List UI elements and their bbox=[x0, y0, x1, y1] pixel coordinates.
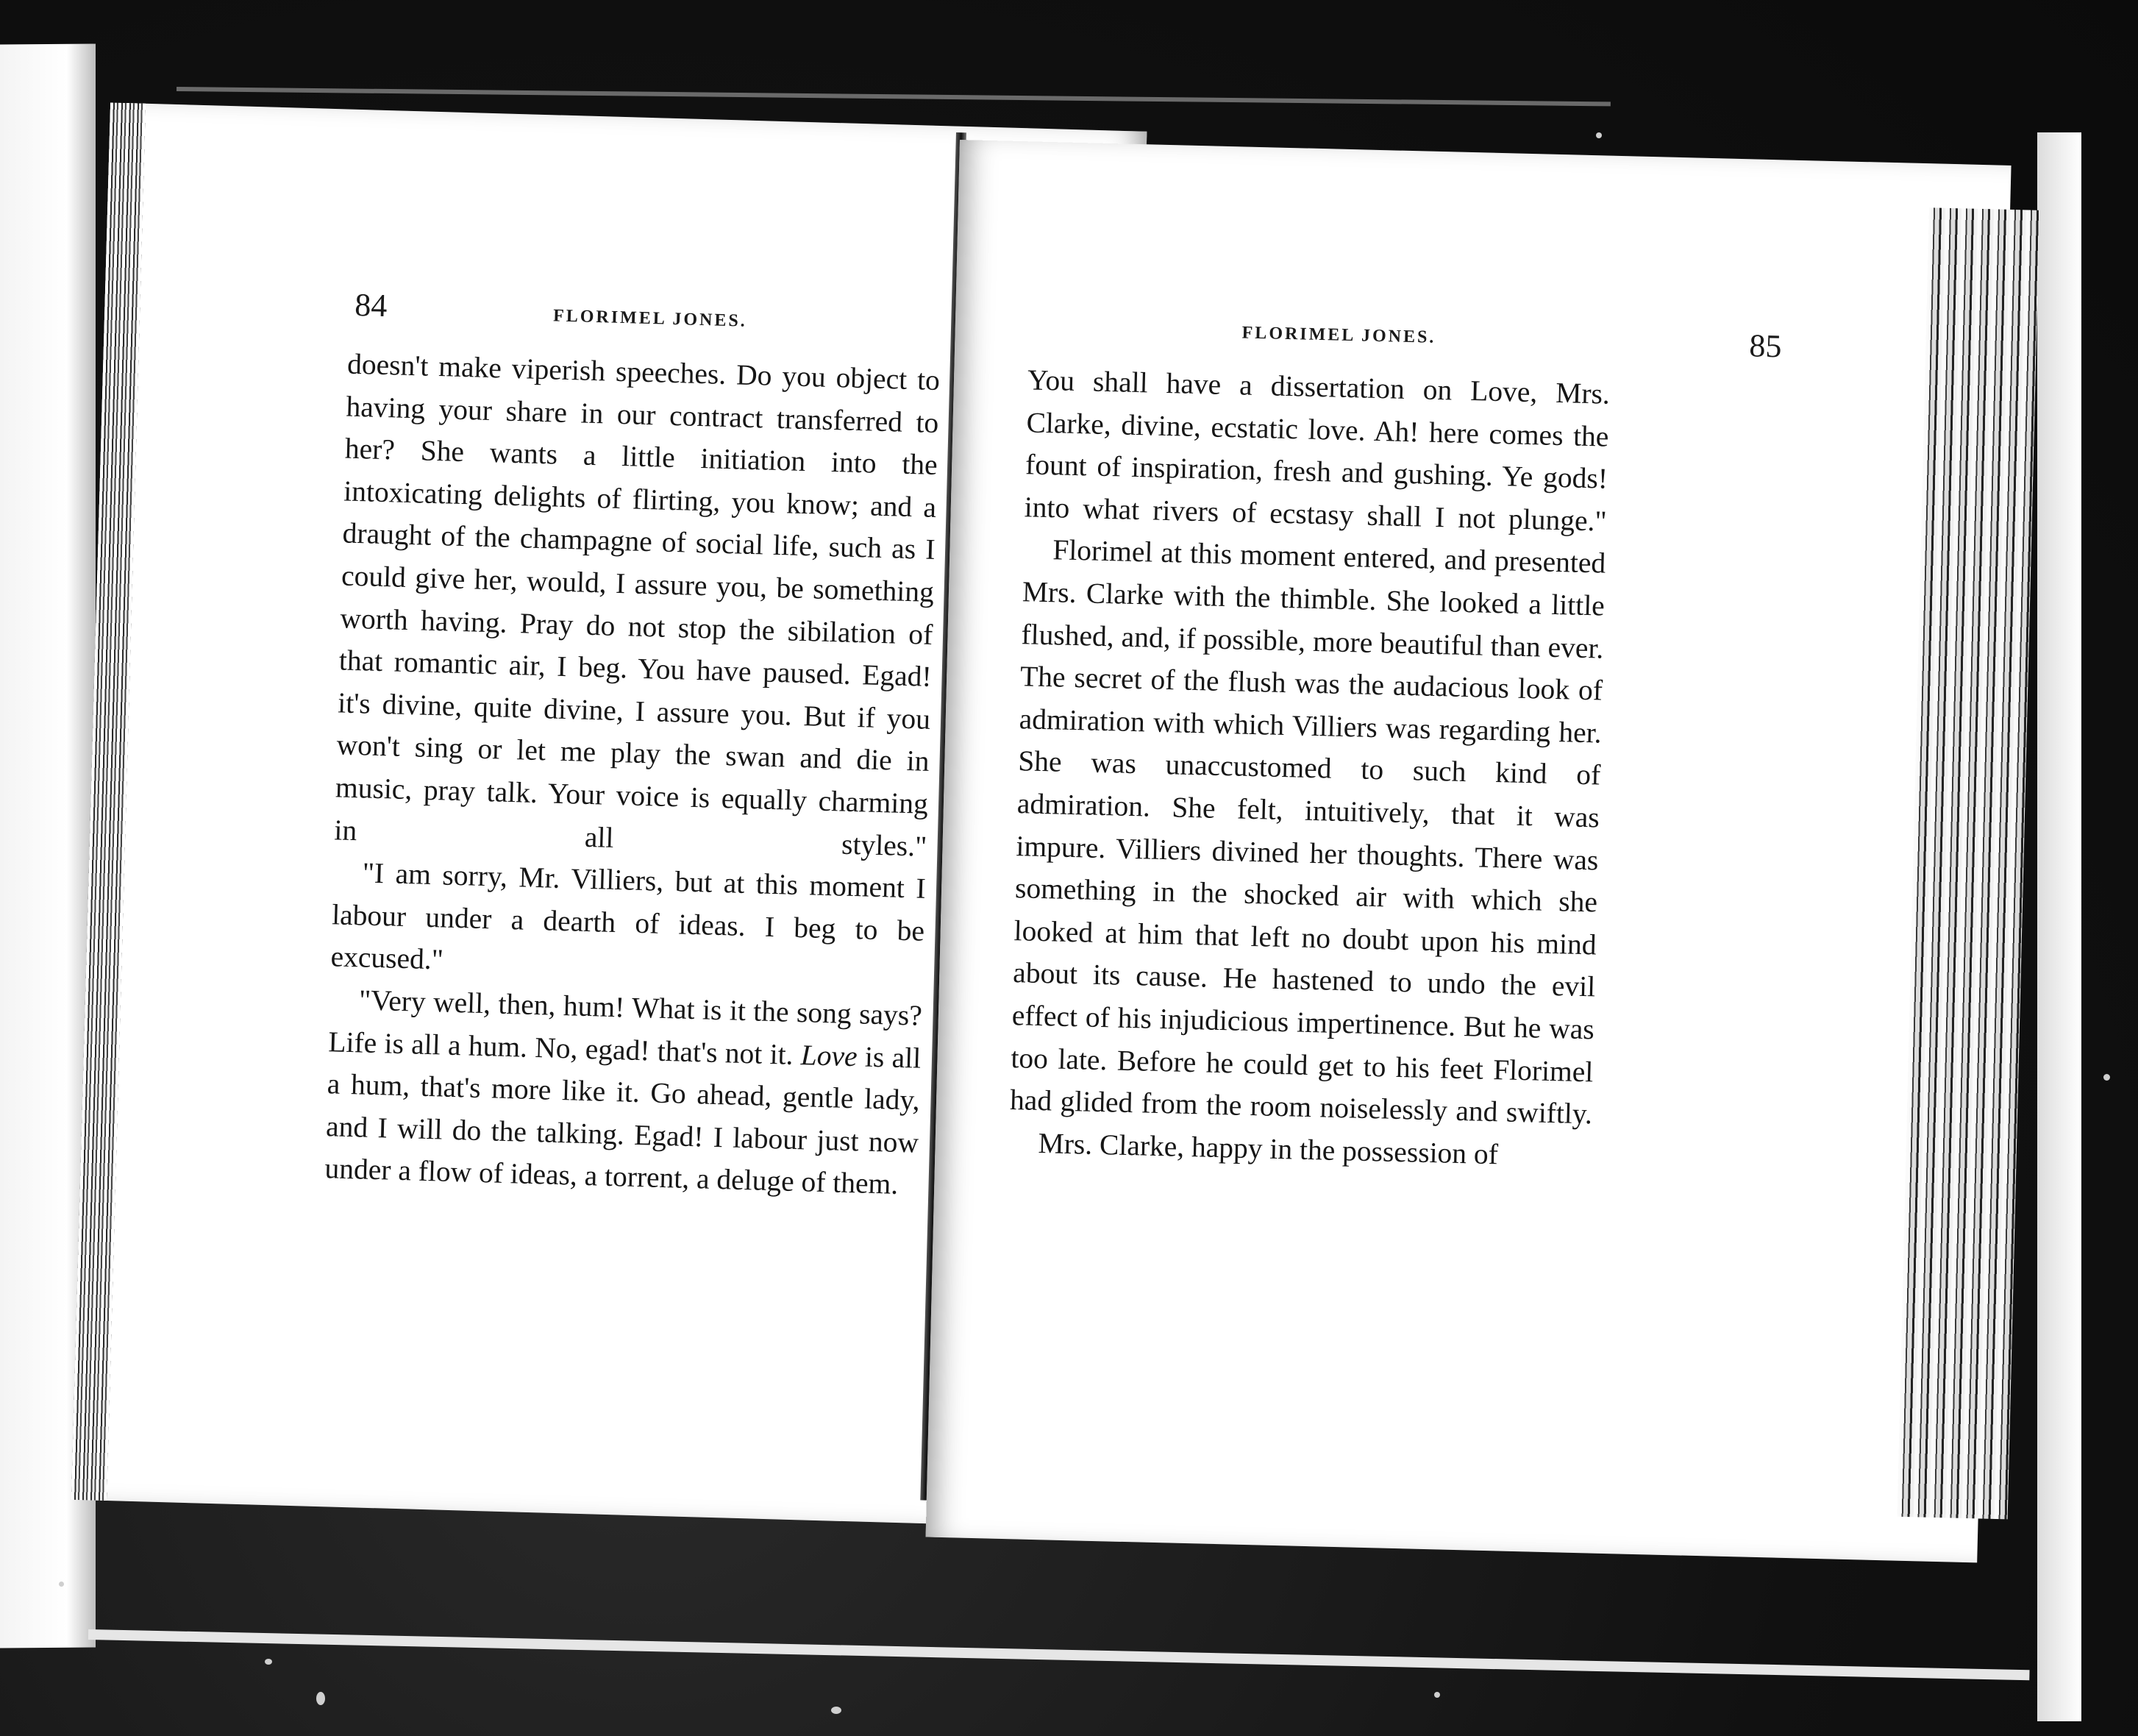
paragraph: Mrs. Clarke, happy in the possession of bbox=[1038, 1126, 1499, 1170]
right-page-text bbox=[1008, 359, 1610, 1178]
paragraph: You shall have a dissertation on Love, Mrs. Clarke, divine, ecstatic love. Ah! here comes the fount of inspiration, fresh and gushing. Ye gods! into what rivers of ecstasy shall I not plunge." bbox=[1024, 363, 1611, 538]
open-book bbox=[110, 103, 1993, 1559]
page-number: 85 bbox=[1748, 327, 1783, 365]
right-page bbox=[926, 140, 2011, 1562]
page-number: 84 bbox=[354, 286, 388, 324]
paragraph: doesn't make viperish speeches. Do you object to having your share in our contract transferred to her? She wants a little initiation into the intoxicating delights of flirting, you know; and a draught of the champagne of social life, such as I could give her, would, I assure you, be something worth having. Pray do not stop the sibilation of that romantic air, I beg. You have paused. Egad! it's divine, quite divine, I assure you. But if you won't sing or let me play the swan and die in music, pray talk. Your voice is equally charming in all styles." bbox=[333, 347, 941, 863]
paragraph: "I am sorry, Mr. Villiers, but at this moment I labour under a dearth of ideas. I beg to be excused." bbox=[330, 856, 927, 976]
film-right-strip bbox=[2037, 132, 2081, 1721]
paragraph bbox=[324, 978, 923, 1206]
film-speck bbox=[1434, 1692, 1440, 1698]
film-speck bbox=[2103, 1074, 2110, 1081]
right-page-fore-edge bbox=[1898, 207, 2039, 1519]
running-head: FLORIMEL JONES. bbox=[552, 306, 748, 331]
film-speck bbox=[316, 1692, 325, 1705]
film-speck bbox=[831, 1707, 841, 1714]
italic-word: Love bbox=[800, 1038, 858, 1072]
film-speck bbox=[59, 1582, 64, 1587]
left-page-text bbox=[324, 344, 941, 1207]
film-speck bbox=[265, 1659, 272, 1665]
paragraph-text: "Very well, then, hum! What is it the song says? Life is all a hum. No, egad! that's not it. bbox=[327, 983, 923, 1071]
film-bottom-rule bbox=[88, 1629, 2030, 1680]
paragraph-text: is all a hum, that's more like it. Go ahead, gentle lady, and I will do the talking. Egad! I labour just now under a flow of ideas, a torrent, a deluge of them. bbox=[324, 1039, 922, 1201]
running-head: FLORIMEL JONES. bbox=[1241, 323, 1436, 347]
paragraph: Florimel at this moment entered, and presented Mrs. Clarke with the thimble. She looked a little flushed, and, if possible, more beautiful than ever. The secret of the flush was the audacious look of admiration with which Villiers was regarding her. She was unaccustomed to such kind of admiration. She felt, intuitively, that it was impure. Villiers divined her thoughts. There was something in the shocked air with which she looked at him that left no doubt upon his mind about its cause. He hastened to undo the evil effect of his injudicious impertinence. But he was too late. Before he could get to his feet Florimel had glided from the room noiselessly and swiftly. bbox=[1009, 533, 1606, 1131]
